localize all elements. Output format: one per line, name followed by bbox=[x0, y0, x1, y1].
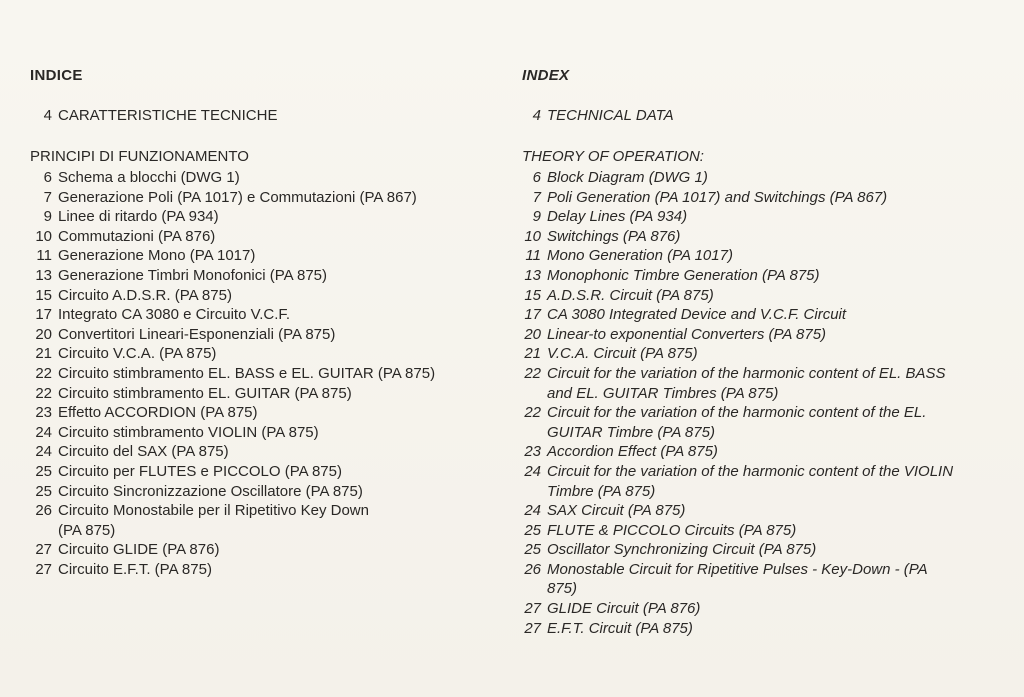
entry-text: Block Diagram (DWG 1) bbox=[547, 169, 708, 186]
entry-text: CARATTERISTICHE TECNICHE bbox=[58, 107, 278, 124]
entry-text: Monostable Circuit for Ripetitive Pulses - Key-Down - (PA 875) bbox=[547, 560, 928, 598]
entry-page-number: 6 bbox=[43, 169, 52, 186]
entry-page-number: 21 bbox=[524, 345, 541, 363]
entry-page-number: 4 bbox=[532, 107, 541, 124]
entry-text: Switchings (PA 876) bbox=[547, 227, 681, 245]
entry-page-number: 10 bbox=[524, 227, 541, 245]
entry-page-number: 25 bbox=[35, 482, 52, 500]
entry-text: Circuito stimbramento EL. BASS e EL. GUITAR (PA 875) bbox=[58, 364, 436, 382]
entry-text: Circuito del SAX (PA 875) bbox=[58, 443, 229, 461]
entry-text: Circuit for the variation of the harmonic content of EL. BASS and EL. GUITAR Timbres (PA 875) bbox=[547, 364, 946, 402]
list-item bbox=[522, 364, 962, 403]
entry-text: Commutazioni (PA 876) bbox=[58, 227, 216, 245]
english-technical-data-entry bbox=[522, 106, 1002, 126]
list-item bbox=[522, 305, 1002, 325]
english-entry-list bbox=[522, 168, 1002, 638]
english-index-column bbox=[522, 66, 1002, 638]
entry-page-number: 24 bbox=[524, 502, 541, 520]
list-item bbox=[30, 168, 500, 188]
entry-text: Generazione Timbri Monofonici (PA 875) bbox=[58, 266, 328, 284]
entry-page-number: 21 bbox=[35, 345, 52, 363]
entry-page-number: 23 bbox=[524, 443, 541, 461]
entry-page-number: 23 bbox=[35, 404, 52, 422]
entry-text: Circuito V.C.A. (PA 875) bbox=[58, 345, 217, 363]
list-item bbox=[522, 344, 1002, 364]
entry-text: SAX Circuit (PA 875) bbox=[547, 502, 686, 520]
entry-page-number: 27 bbox=[35, 541, 52, 559]
italian-entry-list bbox=[30, 168, 500, 579]
list-item bbox=[30, 207, 500, 227]
entry-page-number: 22 bbox=[524, 404, 541, 422]
entry-text: CA 3080 Integrated Device and V.C.F. Circuit bbox=[547, 306, 847, 324]
entry-page-number: 13 bbox=[524, 266, 541, 284]
entry-page-number: 17 bbox=[524, 306, 541, 324]
italian-technical-data-entry bbox=[30, 106, 500, 126]
entry-text: Schema a blocchi (DWG 1) bbox=[58, 169, 240, 186]
entry-page-number: 17 bbox=[35, 306, 52, 324]
entry-text: Circuito Monostabile per il Ripetitivo Key Down (PA 875) bbox=[58, 502, 369, 539]
list-item bbox=[30, 482, 500, 502]
entry-text: V.C.A. Circuit (PA 875) bbox=[547, 345, 698, 363]
entry-text: E.F.T. Circuit (PA 875) bbox=[547, 619, 693, 637]
list-item bbox=[522, 462, 962, 501]
entry-page-number: 15 bbox=[35, 286, 52, 304]
entry-page-number: 7 bbox=[43, 188, 52, 206]
list-item bbox=[522, 227, 1002, 247]
entry-page-number: 22 bbox=[35, 364, 52, 382]
list-item bbox=[30, 188, 420, 208]
list-item bbox=[30, 364, 460, 384]
entry-page-number: 4 bbox=[43, 107, 52, 124]
list-item bbox=[30, 246, 500, 266]
entry-page-number: 10 bbox=[35, 227, 52, 245]
entry-text: GLIDE Circuit (PA 876) bbox=[547, 600, 701, 618]
entry-text: Circuito per FLUTES e PICCOLO (PA 875) bbox=[58, 462, 342, 480]
list-item bbox=[30, 501, 370, 540]
entry-text: Monophonic Timbre Generation (PA 875) bbox=[547, 266, 820, 284]
entry-text: Circuito stimbramento EL. GUITAR (PA 875) bbox=[58, 384, 352, 402]
entry-page-number: 7 bbox=[532, 188, 541, 206]
list-item bbox=[522, 560, 957, 599]
entry-page-number: 20 bbox=[524, 325, 541, 343]
entry-page-number: 26 bbox=[524, 560, 541, 578]
list-item bbox=[522, 246, 1002, 266]
list-item bbox=[522, 619, 1002, 639]
entry-text: Circuito E.F.T. (PA 875) bbox=[58, 560, 212, 578]
list-item bbox=[30, 266, 500, 286]
entry-page-number: 24 bbox=[524, 462, 541, 480]
list-item bbox=[30, 286, 500, 306]
entry-text: Circuit for the variation of the harmonic content of the VIOLIN Timbre (PA 875) bbox=[547, 462, 954, 500]
list-item bbox=[30, 462, 500, 482]
list-item bbox=[30, 560, 500, 580]
italian-section-heading: PRINCIPI DI FUNZIONAMENTO bbox=[30, 148, 249, 165]
entry-text: Circuit for the variation of the harmonic content of the EL. GUITAR Timbre (PA 875) bbox=[547, 404, 927, 441]
entry-page-number: 25 bbox=[524, 541, 541, 559]
list-item bbox=[522, 188, 902, 208]
entry-text: Generazione Mono (PA 1017) bbox=[58, 247, 256, 265]
list-item bbox=[522, 325, 1002, 345]
list-item bbox=[30, 325, 500, 345]
entry-page-number: 9 bbox=[532, 208, 541, 226]
entry-text: Accordion Effect (PA 875) bbox=[547, 443, 718, 461]
list-item bbox=[522, 286, 1002, 306]
list-item bbox=[522, 266, 1002, 286]
list-item bbox=[30, 540, 500, 560]
list-item bbox=[522, 168, 1002, 188]
entry-text: Mono Generation (PA 1017) bbox=[547, 247, 733, 265]
list-item bbox=[30, 442, 500, 462]
list-item bbox=[522, 442, 1002, 462]
entry-page-number: 22 bbox=[35, 384, 52, 402]
entry-text: Generazione Poli (PA 1017) e Commutazioni (PA 867) bbox=[58, 188, 417, 206]
list-item bbox=[522, 599, 1002, 619]
entry-text: Circuito GLIDE (PA 876) bbox=[58, 541, 220, 559]
entry-page-number: 25 bbox=[524, 521, 541, 539]
list-item bbox=[522, 521, 1002, 541]
english-index-title: INDEX bbox=[522, 67, 570, 84]
entry-text: Circuito A.D.S.R. (PA 875) bbox=[58, 286, 232, 304]
entry-page-number: 11 bbox=[36, 247, 52, 265]
entry-page-number: 13 bbox=[35, 266, 52, 284]
entry-text: Circuito Sincronizzazione Oscillatore (PA 875) bbox=[58, 482, 363, 500]
entry-text: Delay Lines (PA 934) bbox=[547, 208, 688, 226]
entry-page-number: 25 bbox=[35, 462, 52, 480]
entry-page-number: 11 bbox=[525, 247, 541, 265]
italian-index-column bbox=[30, 66, 500, 579]
entry-text: Circuito stimbramento VIOLIN (PA 875) bbox=[58, 423, 319, 441]
list-item bbox=[522, 403, 962, 442]
entry-page-number: 24 bbox=[35, 423, 52, 441]
entry-text: Poli Generation (PA 1017) and Switchings (PA 867) bbox=[547, 188, 888, 206]
list-item bbox=[30, 384, 500, 404]
italian-index-title: INDICE bbox=[30, 67, 83, 84]
list-item bbox=[522, 540, 1002, 560]
entry-text: Linear-to exponential Converters (PA 875) bbox=[547, 325, 827, 343]
entry-page-number: 27 bbox=[524, 600, 541, 618]
entry-text: Oscillator Synchronizing Circuit (PA 875) bbox=[547, 541, 817, 559]
list-item bbox=[30, 403, 500, 423]
entry-page-number: 9 bbox=[43, 208, 52, 226]
english-section-heading: THEORY OF OPERATION: bbox=[522, 148, 704, 165]
entry-page-number: 6 bbox=[532, 169, 541, 186]
list-item bbox=[30, 423, 500, 443]
entry-text: Integrato CA 3080 e Circuito V.C.F. bbox=[58, 306, 291, 324]
entry-page-number: 27 bbox=[35, 560, 52, 578]
entry-page-number: 26 bbox=[35, 502, 52, 520]
entry-page-number: 22 bbox=[524, 364, 541, 382]
entry-text: A.D.S.R. Circuit (PA 875) bbox=[547, 286, 714, 304]
entry-text: FLUTE & PICCOLO Circuits (PA 875) bbox=[547, 521, 797, 539]
entry-text: Linee di ritardo (PA 934) bbox=[58, 208, 219, 226]
list-item bbox=[30, 227, 500, 247]
entry-page-number: 20 bbox=[35, 325, 52, 343]
list-item bbox=[522, 501, 1002, 521]
list-item bbox=[522, 207, 1002, 227]
list-item bbox=[30, 344, 500, 364]
entry-text: Convertitori Lineari-Esponenziali (PA 875) bbox=[58, 325, 336, 343]
entry-text: Effetto ACCORDION (PA 875) bbox=[58, 404, 258, 422]
entry-page-number: 24 bbox=[35, 443, 52, 461]
entry-page-number: 27 bbox=[524, 619, 541, 637]
entry-text: TECHNICAL DATA bbox=[547, 107, 674, 124]
entry-page-number: 15 bbox=[524, 286, 541, 304]
list-item bbox=[30, 305, 500, 325]
